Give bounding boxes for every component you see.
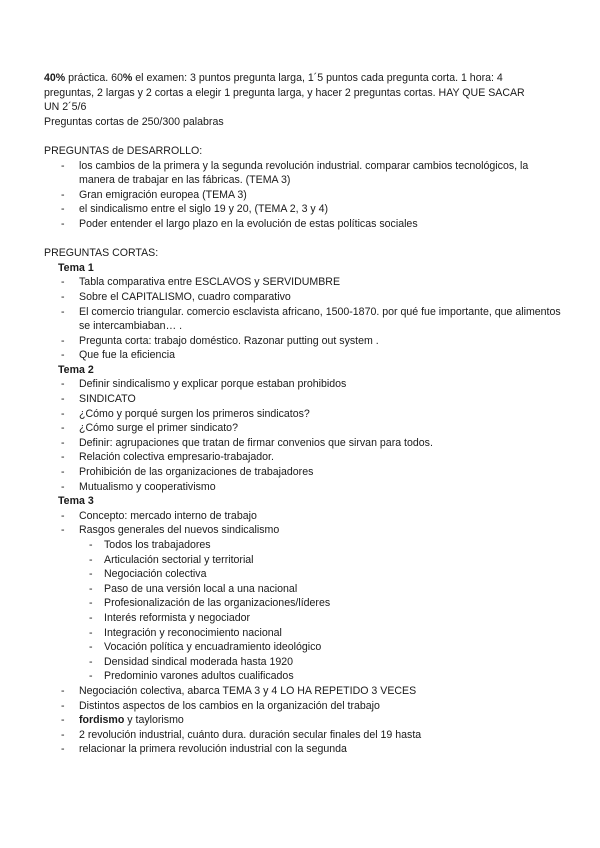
- tema1-heading: Tema 1: [58, 261, 94, 274]
- sub-list-item: - Densidad sindical moderada hasta 1920: [89, 655, 294, 668]
- list-item: - Poder entender el largo plazo en la evolución de estas políticas sociales: [61, 217, 418, 230]
- sub-list-item: - Profesionalización de las organizaciones/líderes: [89, 597, 331, 610]
- list-item: - los cambios de la primera y la segunda revolución industrial. comparar cambios tecnológicos, la manera de trabajar en las fábricas. (TEMA 3): [61, 159, 529, 187]
- list-item: - Sobre el CAPITALISMO, cuadro comparativo: [61, 290, 291, 303]
- list-item: - Definir: agrupaciones que tratan de firmar convenios que sirvan para todos.: [61, 436, 433, 449]
- list-item: - Mutualismo y cooperativismo: [61, 480, 216, 493]
- sub-list-item: - Predominio varones adultos cualificados: [89, 670, 294, 683]
- sub-list-item: - Integración y reconocimiento nacional: [89, 626, 282, 639]
- cortas-title: PREGUNTAS CORTAS:: [44, 247, 159, 260]
- document-page: [44, 71, 564, 757]
- list-item: - 2 revolución industrial, cuánto dura. duración secular finales del 19 hasta: [61, 728, 422, 741]
- list-item: - Que fue la eficiencia: [61, 349, 175, 362]
- desarrollo-list: [44, 159, 564, 232]
- intro-text: práctica. 60: [65, 72, 123, 84]
- list-item: - el sindicalismo entre el siglo 19 y 20, (TEMA 2, 3 y 4): [61, 203, 329, 216]
- list-item: - Definir sindicalismo y explicar porque estaban prohibidos: [61, 378, 347, 391]
- percent-sign: %: [122, 72, 133, 84]
- intro-line-3: UN 2´5/6: [44, 101, 87, 114]
- list-item: - El comercio triangular. comercio esclavista africano, 1500-1870. por qué fue importante, que alimentos se intercambiaban… .: [61, 305, 561, 333]
- list-item: - Pregunta corta: trabajo doméstico. Razonar putting out system .: [61, 334, 379, 347]
- intro-text: el examen: 3 puntos pregunta larga, 1´5 puntos cada pregunta corta. 1 hora: 4: [132, 72, 503, 84]
- list-item: - Distintos aspectos de los cambios en la organización del trabajo: [61, 699, 380, 712]
- list-item: - Prohibición de las organizaciones de trabajadores: [61, 466, 314, 479]
- list-item: - SINDICATO: [61, 393, 136, 406]
- sub-list-item: - Vocación política y encuadramiento ideológico: [89, 641, 322, 654]
- list-item: - Relación colectiva empresario-trabajador.: [61, 451, 274, 464]
- list-item: - Rasgos generales del nuevos sindicalismo: [61, 524, 280, 537]
- tema2-heading: Tema 2: [58, 363, 94, 376]
- intro-line-4: Preguntas cortas de 250/300 palabras: [44, 115, 224, 128]
- tema1-list: [44, 275, 564, 363]
- tema2-list: [44, 377, 564, 494]
- list-item: - ¿Cómo surge el primer sindicato?: [61, 422, 238, 435]
- list-item: - fordismo y taylorismo: [61, 714, 184, 727]
- percent-practica: 40%: [44, 72, 66, 84]
- list-item: - Tabla comparativa entre ESCLAVOS y SERVIDUMBRE: [61, 276, 341, 289]
- tema3-list: [44, 509, 564, 757]
- sub-list-item: - Todos los trabajadores: [89, 539, 211, 551]
- list-item: - Negociación colectiva, abarca TEMA 3 y 4 LO HA REPETIDO 3 VECES: [61, 684, 417, 697]
- list-item: - Concepto: mercado interno de trabajo: [61, 509, 257, 522]
- sub-list-item: - Negociación colectiva: [89, 568, 207, 581]
- intro-line-1: [44, 71, 564, 86]
- list-item: - ¿Cómo y porqué surgen los primeros sindicatos?: [61, 407, 310, 420]
- desarrollo-title: PREGUNTAS de DESARROLLO:: [44, 144, 203, 157]
- sub-list-item: - Interés reformista y negociador: [89, 611, 251, 624]
- sub-list-item: - Articulación sectorial y territorial: [89, 553, 254, 566]
- sub-list-item: - Paso de una versión local a una nacional: [89, 582, 298, 595]
- list-item: - relacionar la primera revolución industrial con la segunda: [61, 743, 347, 756]
- intro-line-2: preguntas, 2 largas y 2 cortas a elegir 1 pregunta larga, y hacer 2 preguntas cortas. HAY QUE SACAR: [44, 86, 525, 99]
- tema3-heading: Tema 3: [58, 495, 94, 508]
- list-item: - Gran emigración europea (TEMA 3): [61, 188, 247, 201]
